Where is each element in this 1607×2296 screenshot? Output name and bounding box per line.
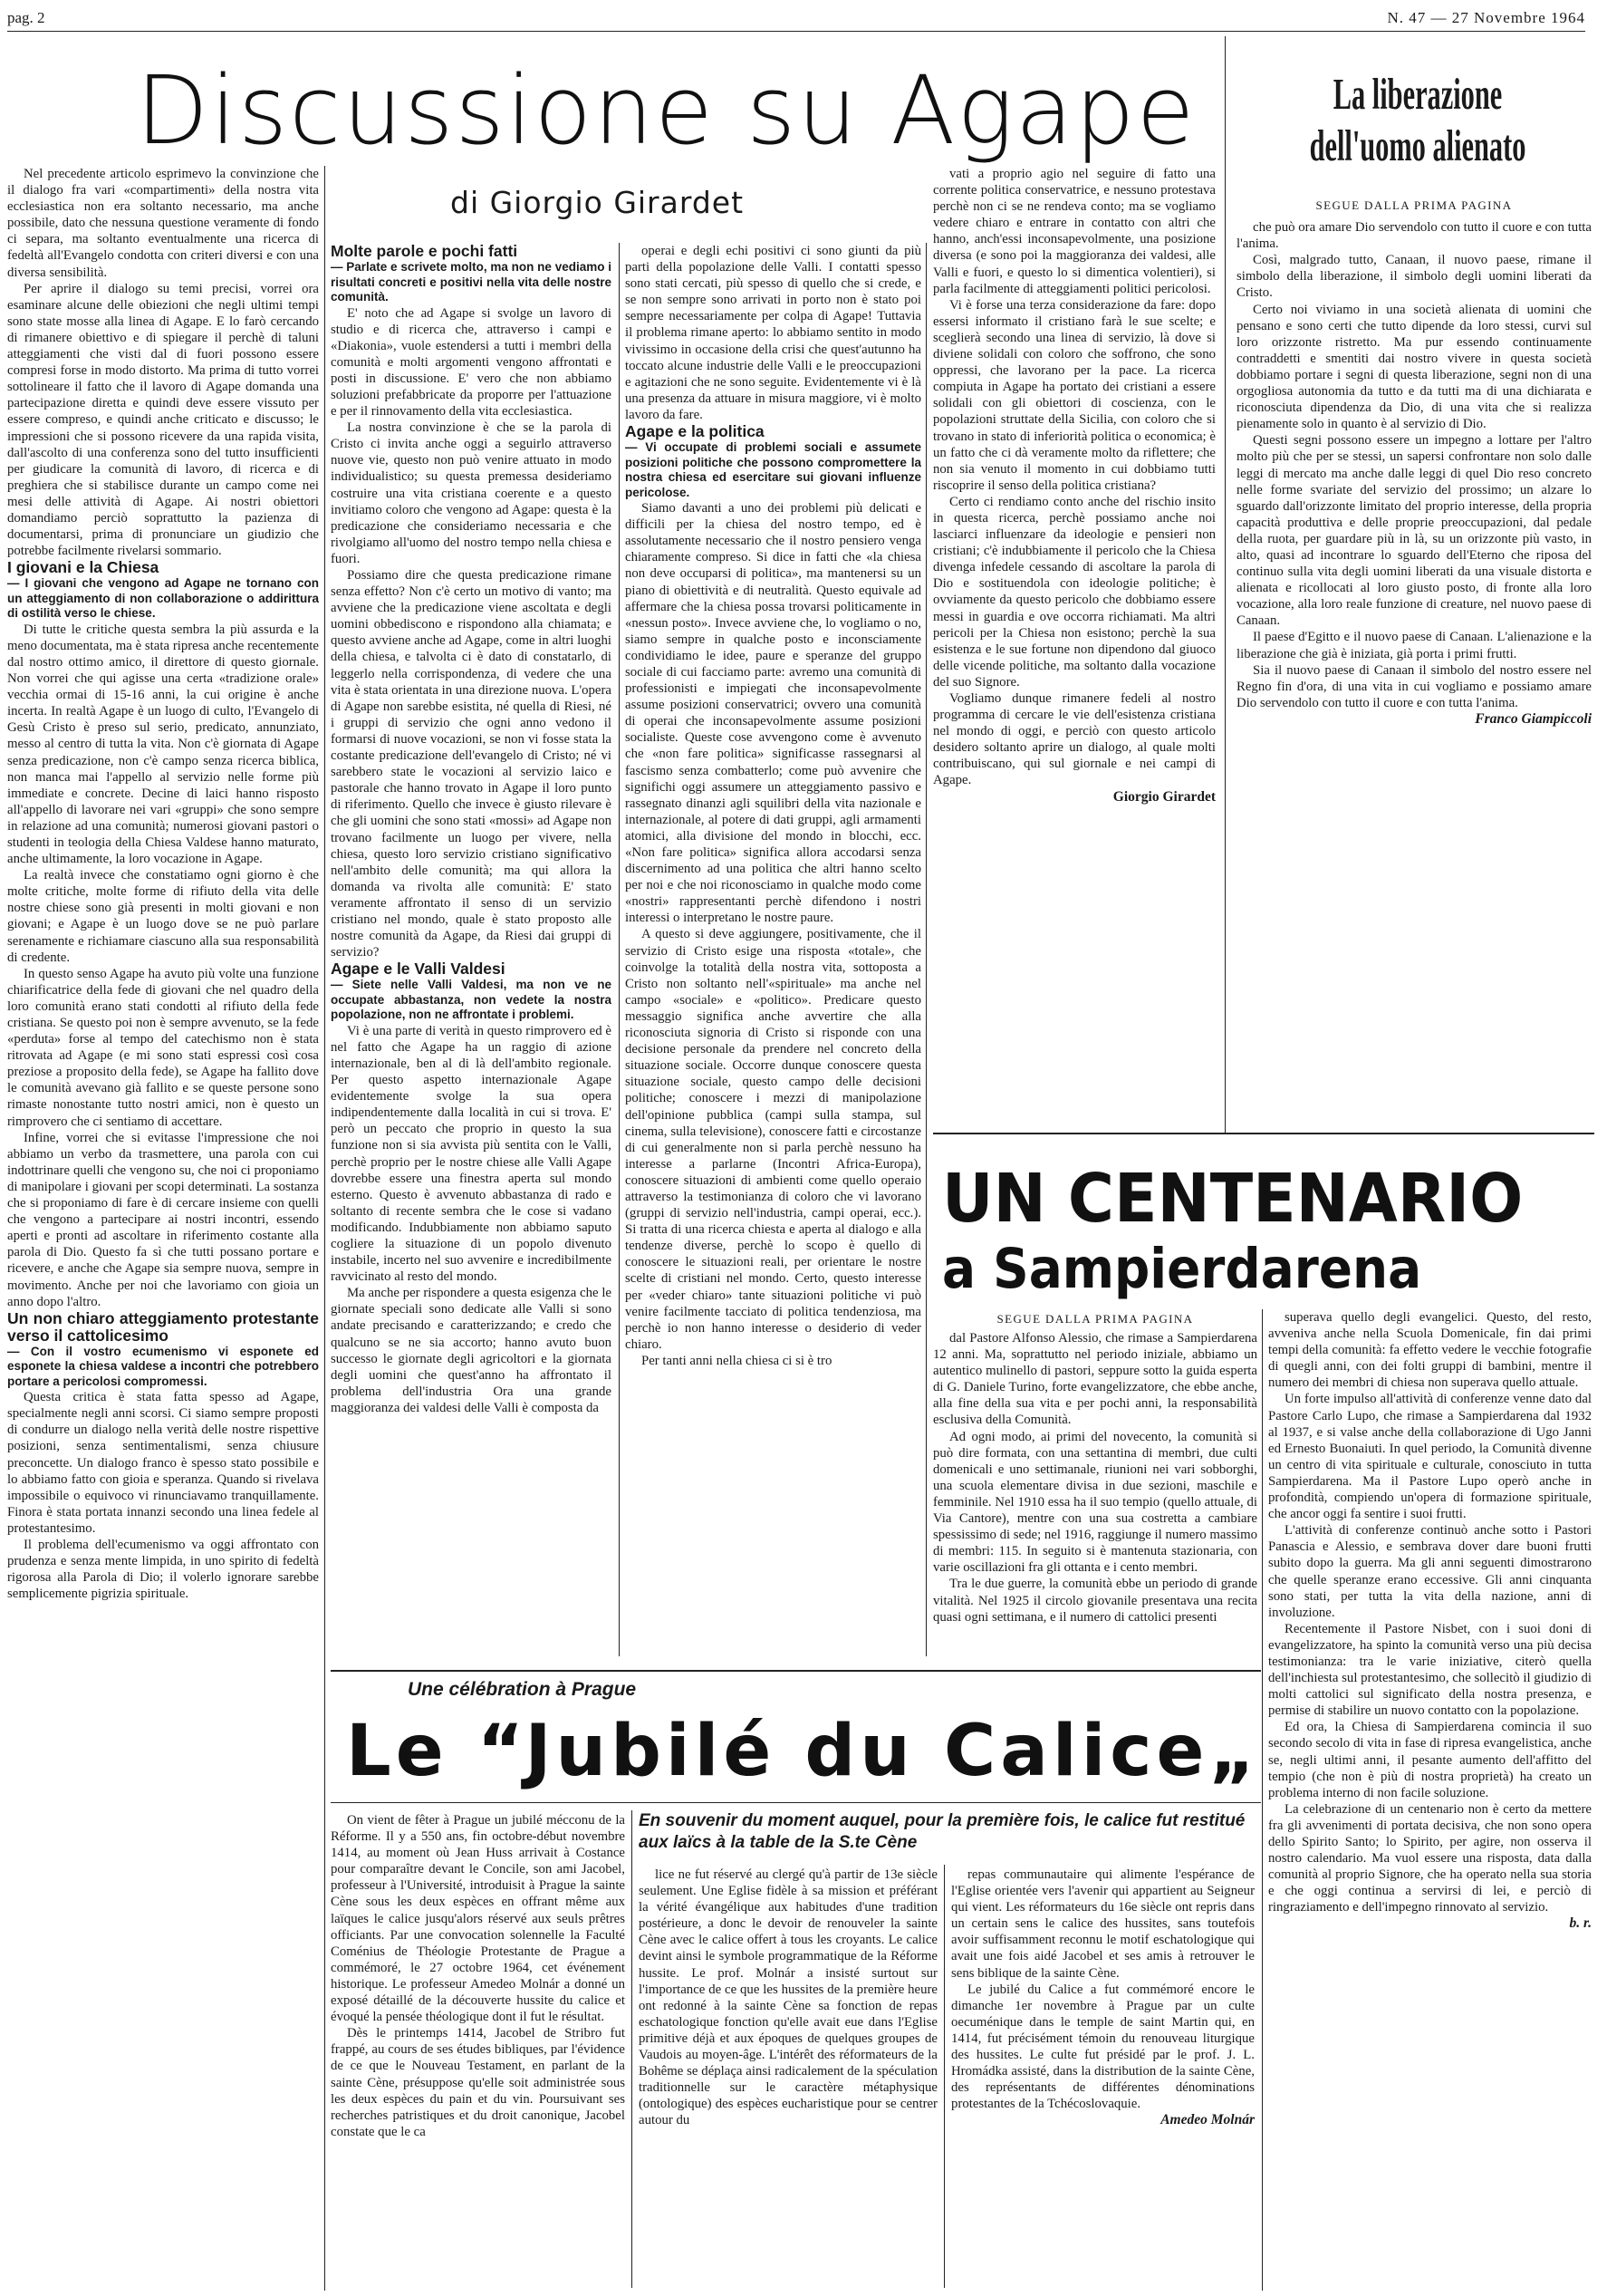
subheading: Molte parole e pochi fatti [331,243,518,260]
column-rule [1225,36,1226,1133]
calice-column-1 [331,1812,625,2288]
paragraph: superava quello degli evangelici. Questo, del resto, avveniva anche nella Scuola Domenicale, fin dai primi tempi della comunità: fa effetto vedere le vecchie fotografie di quegli anni, con dei folti gruppi di bambini, mentre il numero dei membri di chiesa non superava quello attuale. [1268,1310,1592,1391]
agape-column-2 [331,243,611,1656]
section-rule [933,1133,1594,1134]
paragraph: E' noto che ad Agape si svolge un lavoro di studio e di ricerca che, attraverso i campi e «Diakonia», vuole estendersi a tutti i membri della comunità e molti argomenti vengono affrontati e posti in discussione. E' vero che non abbiamo soluzioni prefabbricate da proporre per l'attuazione e per il rinnovamento della vita ecclesiastica. [331,305,611,420]
paragraph: Certo noi viviamo in una società alienata di uomini che pensano e sono certi che tutto dipende da loro stessi, curvi sul loro orizzonte ristretto. Ma pur essendo continuamente contraddetti e smentiti dai nostro vivere in questa società dobbiamo portare i segni di questa liberazione, segni non di una orgogliosa autonomia da tutto e da tutti ma di una dichiarata e riconosciuta dipendenza da Dio, di una vita che si realizza pienamente solo in quanto è al servizio di Dio. [1237,302,1592,432]
paragraph: operai e degli echi positivi ci sono giunti da più parti della popolazione delle Valli. I contatti spesso sono stati cercati, più spesso di quello che si crede, e se non sempre sono arrivati in porto non è stato poi sempre necessariamente per colpa di Agape! Tuttavia il problema rimane aperto: lo abbiamo sentito in modo vivissimo in occasione della crisi che quest'autunno ha toccato alcune industrie delle Valli e le preoccupazioni e agitazioni che ne sono seguite. Evidentemente vi è là una presenza da attuare in misura maggiore, vi è molto lavoro da fare. [625,244,921,422]
paragraph: Questa critica è stata fatta spesso ad Agape, specialmente negli anni scorsi. Ci siamo sempre proposti di condurre un dialogo nella verità delle nostre rispettive posizioni, senza sentimentalismi, senza chiusure preconcette. Un dialogo franco è spesso stato possibile e lo abbiamo fatto con gioia e speranza. Quando si rivelava impossibile o equivoco vi rinunciavamo tranquillamente. Finora è stata portata innanzi secondo una linea fedele al protestantesimo. [7,1390,319,1536]
signature: Amedeo Molnár [1160,2112,1255,2128]
subheading: Agape e le Valli Valdesi [331,960,505,979]
section-rule [331,1802,1261,1803]
column-rule [926,243,927,1656]
header-rule [7,31,1585,32]
agape-author: di Giorgio Girardet [450,185,745,220]
calice-column-2 [639,1867,938,2288]
paragraph: La nostra convinzione è che se la parola di Cristo ci invita anche oggi a seguirlo attraverso nuove vie, questo non può venire attuato in modo individualistico; su questa premessa desideriamo costruire una vita cristiana coerente e a questo invitiamo coloro che vengono ad Agape: questa è la predicazione che consideriamo necessaria e che rivolgiamo all'uomo del nostro tempo nella chiesa e fuori. [331,420,611,566]
calice-kicker: Une célébration à Prague [408,1679,637,1700]
lead-text: — Vi occupate di problemi sociali e assumete posizioni politiche che possono compromettere la nostra chiesa ed esercitare sui giovani influenze pericolose. [625,440,921,499]
lead-text: — Con il vostro ecumenismo vi esponete ed esponete la chiesa valdese a incontri che potrebbero portare a pericolosi compromessi. [7,1344,319,1388]
paragraph: In questo senso Agape ha avuto più volte una funzione chiarificatrice della fede di giovani che nel quadro della loro comunità erano stati condotti al rifiuto della fede cristiana. Se questo poi non è sempre avvenuto, se la fede «perduta» forse al tempo del catechismo non è stata ritrovata ad Agape (e mi sono stati espressi così cosa preziose a proposito della fede), se Agape ha fallito dove le comunità avevano già fallito e se queste persone sono rimaste nonostante tutto nostri amici, non è questo un rimprovero che ci sentiamo di accettare. [7,966,319,1129]
paragraph: dal Pastore Alfonso Alessio, che rimase a Sampierdarena 12 anni. Ma, soprattutto nel periodo iniziale, abbiamo un autentico mulinello di pastori, seppure sotto la guida esperta di G. Daniele Turino, forte evangelizzatore, che ebbe anche, alla fine della sua vita e per pochi anni, la responsabilità esclusiva della Comunità. [933,1331,1257,1428]
page-number: pag. 2 [7,9,45,26]
agape-column-4 [933,166,1216,1128]
liberazione-column [1237,198,1592,1126]
agape-column-3 [625,243,921,1656]
liberazione-from-front: SEGUE DALLA PRIMA PAGINA [1315,198,1513,212]
paragraph: L'attività di conferenze continuò anche sotto i Pastori Panascia e Alessio, e sembrava dover dare buoni frutti subito dopo la guerra. Ma gli anni seguenti dimostrarono che quelle speranze erano eccessive. Gli anni cinquanta sono stati, per tutta la vita della nazione, anni di involuzione. [1268,1523,1592,1620]
paragraph: Così, malgrado tutto, Canaan, il nuovo paese, rimane il simbolo della liberazione, il simbolo degli uomini liberati da Cristo. [1237,253,1592,301]
paragraph: Ma anche per rispondere a questa esigenza che le giornate speciali sono dedicate alle Valli si sono andate precisando e caratterizzando; e credo che qualcuno se ne sia accorto; hanno avuto buon successo le giornate degli agricoltori e la giornata degli uomini che quest'anno ha affrontato il problema dell'industria Ora una grande maggioranza dei valdesi delle Valli è composta da [331,1286,611,1415]
agape-column-1 [7,166,319,2291]
paragraph: Tra le due guerre, la comunità ebbe un periodo di grande vitalità. Nel 1925 il circolo giovanile presentava una recita quasi ogni settimana, e il numero di cattolici presenti [933,1577,1257,1625]
column-rule [619,243,620,1656]
centenario-column-2 [1268,1309,1592,2288]
paragraph: Per tanti anni nella chiesa ci si è tro [641,1353,832,1368]
signature: b. r. [1569,1915,1592,1932]
paragraph: Vi è una parte di verità in questo rimprovero ed è nel fatto che Agape ha un raggio di azione internazionale, ben al di là dell'ambito regionale. Per questo aspetto internazionale Agape evidentemente svolge la sua opera indipendentemente dalla località in cui si trova. E' però un peccato che proprio in questo la sua funzione non si sia avvista più sentita con le Valli, perchè proprio per le nostre chiese alle Valli Agape dovrebbe essere una finestra aperta sul mondo esterno. Questo è avvenuto abbastanza di rado e soltanto di recente sembra che le cose si vadano modificando. Indubbiamente non abbiamo saputo cogliere la situazione di un popolo divenuto instabile, incerto nel suo avvenire e incredibilmente ravvicinato al resto del mondo. [331,1023,611,1285]
lead-text: — I giovani che vengono ad Agape ne tornano con un atteggiamento di non collaborazione o addirittura di ostilità verso le chiese. [7,576,319,621]
liberazione-signature: Franco Giampiccoli [1475,710,1592,727]
paragraph: A questo si deve aggiungere, positivamente, che il servizio di Cristo esige una risposta «totale», che coinvolge la totalità della nostra vita, sottoposta a Cristo non soltanto nell'«spirituale» ma anche nel campo «sociale» e «politico». Predicare questo messaggio significa anche avvertire che alla riconosciuta signoria di Cristo si risponde con una decisione personale da prendere nel concreto della situazione sociale. Occorre dunque conoscere questa situazione sociale, questo campo delle decisioni politiche; conoscere i mezzi di manipolazione dell'opinione pubblica (campi sulla stampa, sul cinema, sulla televisione), conoscere fatti e circostanze di cui generalmente non si parla perchè nessuno ha interesse a parlarne (Incontri Africa-Europa), conoscere situazioni di ambienti come quello operaio attraverso la testimonianza di coloro che vi lavorano (gruppi di servizio nell'industria, campi operai, ecc.). Si tratta di una ricerca chiesta e aperta al dialogo e alla tendenze diverse, perchè lo scopo è quello di conoscere le situazioni reali, per orientare le nostre scelte di cristiani nel mondo. Certo, questo interesse per «veder chiaro» tante situazioni politiche vi può venire facilmente tacciato di politica tendenziosa, ma perchè io non hanno interesse o desiderio di veder chiaro. [625,927,921,1352]
column-rule [944,1865,945,2288]
paragraph: Possiamo dire che questa predicazione rimane senza effetto? Non c'è certo un motivo di vanto; ma avviene che la predicazione viene ascoltata e degli uomini obbediscono e rispondono alla chiamata; e questo avviene anche ad Agape, come in altri luoghi della chiesa, e talvolta ci è dato di constatarlo, di leggerlo nella corrispondenza, di vedere che una vita è stata orientata in una direzione nuova. L'opera di Agape non sarebbe esistita, né quella di Riesi, né i gruppi di servizio che ogni anno vedono il formarsi di nuove vocazioni, se non vi fosse stata la costante predicazione dell'evangelo di Cristo; né vi sarebbero state le vocazioni al servizio laico e pastorale che hanno trovato in Agape il loro punto di riferimento. Quello che invece è giusto rilevare è che gli uomini che sono stati «mossi» ad Agape non trovano facilmente un luogo per vivere, nella chiesa, questo loro servizio cristiano significativo nell'ambito delle comunità; ma qui allora la domanda va rivolta alle comunità: E' stato veramente affrontato il senso di un servizio cristiano nel mondo, quale è stato proposto alle nostre comunità da Agape, da Riesi dai gruppi di servizio? [331,568,611,960]
paragraph: Dès le printemps 1414, Jacobel de Stribro fut frappé, au cours de ses études bibliques, par l'évidence de ce que le Nouveau Testament, en parlant de la sainte Cène, présuppose qu'elle soit administrée sous les deux espèces du pain et du vin. Poursuivant ses recherches patristiques et du droit canonique, Jacobel constate que le ca [331,2026,625,2139]
issue-date: N. 47 — 27 Novembre 1964 [1387,9,1585,26]
subheading: Un non chiaro atteggiamento protestante verso il cattolicesimo [7,1308,319,1345]
subheading: Agape e la politica [625,422,765,441]
paragraph: Questi segni possono essere un impegno a lottare per l'altro molto più che per se stessi, un sapersi confrontare non solo dalle leggi di mercato ma anche dalle leggi di quel Dio reso concreto nelle forme svariate del servizio del prossimo; un alzare lo sguardo dall'orizzonte limitato del proprio interesse, della propria capacità produttiva e delle proprie preoccupazioni, dal pedale della ruota, per guardare più in là, su un orizzonte più vasto, in alto, quasi ad incontrare lo sguardo dell'Eterno che riposa del continuo sulla vita degli uomini liberati da una visuale distorta e alienata e ricollocati al loro giusto posto, di fronte alla loro vocazione, alla loro reale funzione di creature, nel nuovo paese di Canaan. [1237,433,1592,629]
paragraph: Nel precedente articolo esprimevo la convinzione che il dialogo fra vari «compartimenti» della nostra vita ecclesiastica non era soltanto necessario, ma anche possibile, dato che nessuna questione veramente di fondo ci separa, ma soltanto eventualmente una ricerca di fedeltà all'Evangelo condotta con criteri diversi e con una diversa sensibilità. [7,167,319,280]
calice-title: Le “Jubilé du Calice„ [346,1711,1260,1792]
paragraph: Ed ora, la Chiesa di Sampierdarena comincia il suo secondo secolo di vita in fase di ripresa evangelistica, anche se, negli ultimi anni, il pesante aumento dell'affitto del tempio (che non è più di nostra proprietà) ha creato un problema interno di non facile soluzione. [1268,1720,1592,1800]
liberazione-title-line-2: dell'uomo alienato [1309,121,1526,170]
lead-text: — Siete nelle Valli Valdesi, ma non ve ne occupate abbastanza, non vedete la nostra popolazione, non ne affrontate i problemi. [331,978,611,1022]
section-rule [331,1670,1261,1672]
paragraph: Il problema dell'ecumenismo va oggi affrontato con prudenza e senza mente limpida, in uno spirito di fedeltà rigorosa alla Parola di Dio; il volerlo ignorare sarebbe semplicemente pigrizia spirituale. [7,1538,319,1602]
paragraph: Il paese d'Egitto e il nuovo paese di Canaan. L'alienazione e la liberazione che già è iniziata, già porta i primi frutti. [1237,630,1592,661]
paragraph: Infine, vorrei che si evitasse l'impressione che noi abbiamo un verbo da trasmettere, una parola con cui indottrinare quelli che vengono su, che noi ci proponiamo di manipolare i giovani per scopi determinati. La sostanza che si proponiamo di fare è di cercare insieme con quelli che vengono a partecipare ai nostri incontri, essendo aperti e pronti ad ascoltare in riferimento costante alla parola di Dio. Questo fa sì che tutti possano portare e ricevere, e anche che Agape sia sempre nuova, sempre in movimento. Anche per noi che lavoriamo con gioia un anno dopo l'altro. [7,1130,319,1309]
agape-title: Discussione su Agape [136,55,1197,166]
paragraph: La realtà invece che constatiamo ogni giorno è che molte critiche, molte forme di rifiuto della vita delle nostre chiese sono già presenti in molti giovani e non giovani; e Agape è un luogo dove se ne può parlare serenamente e richiamare ciascuno alla sua responsabilità di credente. [7,868,319,965]
paragraph: repas communautaire qui alimente l'espérance de l'Eglise orientée vers l'avenir qui appartient au Seigneur qui vient. Les réformateurs du 16e siècle ont repris dans un certain sens le calice des hussites, sans toutefois avoir suffisamment reconnu le motif eschatologique qui avait une fois aidé Jacobel et ses amis à retrouver le sens biblique de la sainte Cène. [951,1867,1255,1981]
paragraph: Per aprire il dialogo su temi precisi, vorrei ora esaminare alcune delle obiezioni che negli ultimi tempi sono state mosse alla linea di Agape. E lo farò cercando di rimanere obiettivo e di spiegare il perchè di taluni atteggiamenti che visti dal di fuori possono essere compresi forse in modo distorto. Ma prima di tutto vorrei sottolineare il fatto che il lavoro di Agape domanda una partecipazione diretta e quindi deve essere vissuto per essere compreso, e quindi anche criticato e discusso; le impressioni che si possono ricevere da una rapida visita, dall'ascolto di una conferenza sono del tutto insufficienti per giudicare la comunità di lavoro, di ricerca e di preghiera che si stabilisce durante un campo come nei mesi delle attività di Agape. Ai nostri obiettori domandiamo perciò soprattutto la pazienza di documentarsi, prima di pronunciare un giudizio che potrebbe facilmente rivelarsi sommario. [7,281,319,559]
centenario-from-front: SEGUE DALLA PRIMA PAGINA [996,1312,1194,1326]
centenario-column-1 [933,1330,1257,1638]
paragraph: Recentemente il Pastore Nisbet, con i suoi doni di evangelizzatore, ha spinto la comunità verso una più decisa testimonianza: tra le varie iniziative, citerò quella dell'inchiesta sul protestantesimo, che sollecitò il giudizio di molti cattolici sul significato della nostra presenza, e permise di stabilire un nuovo contatto con la popolazione. [1268,1621,1592,1719]
subheading: I giovani e la Chiesa [7,558,159,577]
paragraph: Di tutte le critiche questa sembra la più assurda e la meno documentata, ma è stata ripresa anche recentemente dal nostro ottimo amico, il direttore di questo giornale. Non vorrei che qui agisse una certa «tradizione orale» vecchia ormai di 15-16 anni, la cui origine è anche incerta. In realtà Agape è un luogo di culto, l'Evangelo di Gesù Cristo è preso sul serio, predicato, annunziato, messo al centro di tutta la vita. Non c'è giornata di Agape senza predicazione, non c'è campo senza ricerca biblica, non manca mai l'appello al servizio nelle forme più immediate e concrete. Decine di laici hanno risposto all'appello di lavorare nei vari «gruppi» che sono sempre in relazione ad una comunità; numerosi giovani pastori o studenti in teologia della Chiesa Valdese hanno maturato, anche ultimamente, la loro vocazione in Agape. [7,622,319,867]
paragraph: vati a proprio agio nel seguire di fatto una corrente politica conservatrice, e nessuno protestava perchè non ci se ne rendeva conto; ma se vogliamo vedere chiaro e entrare in contatto con altri che hanno, anch'essi inconsapevolmente, una posizione diversa (e sono poi la maggioranza dei valdesi, alle Valli e fuori, e questo lo si dimentica volentieri), si parla facilmente di atteggiamenti politici pericolosi. [933,167,1216,296]
centenario-title-line-1: UN CENTENARIO [942,1160,1524,1238]
column-rule [1262,1309,1263,2291]
column-rule [324,166,325,2291]
paragraph: Le jubilé du Calice a fut commémoré encore le dimanche 1er novembre à Prague par un culte oecuménique dans le temple de saint Martin qui, en 1414, fut précisément témoin du renouveau liturgique des hussites. Le culte fut présidé par le prof. J. L. Hromádka assisté, dans la distribution de la sainte Cène, des représentants de différentes dénominations protestantes de la Tchécoslovaquie. [951,1982,1255,2112]
column-rule [631,1810,632,2288]
paragraph: On vient de fêter à Prague un jubilé mécconu de la Réforme. Il y a 550 ans, fin octobre-début novembre 1414, au moment où Jean Huss arrivait à Costance pour comparaître devant le Concile, son ami Jacobel, professeur à l'Université, introduisit à Prague la sainte Cène sous les deux espèces en offrant même aux laïques le calice jusqu'alors réservé aux seuls prêtres officiants. Par une convocation solennelle la Faculté Coménius de Théologie Protestante de Prague a commémoré, le 27 octobre 1964, cet événement historique. Le professeur Amedeo Molnár a donné un exposé détaillé de la découverte hussite du calice et évoqué la pensée théologique dont il fut le résultat. [331,1813,625,2025]
paragraph: lice ne fut réservé au clergé qu'à partir de 13e siècle seulement. Une Eglise fidèle à sa mission et préférant la vérité évangélique aux habitudes d'une tradition postérieure, a donc le devoir de renouveler la sainte Cène avec le calice offert à tous les croyants. Le calice devint ainsi le symbole programmatique de la Réforme hussite. Le prof. Molnár a insisté surtout sur l'importance de ce que les hussites de la première heure ont redonné à la sainte Cène sa fonction de repas eschatologique fonction qu'elle avait eue dans l'Eglise primitive déjà et aux époques de quelques groupes de Vaudois au moyen-âge. L'intérêt des réformateurs de la Bohême se déplaça ainsi radicalement de la spéculation traditionnelle sur le caractère métaphysique (ontologique) des espèces eucharistique pour se centrer autour du [639,1867,938,2128]
paragraph: Siamo davanti a uno dei problemi più delicati e difficili per la chiesa del nostro tempo, ed è assolutamente necessario che il nostro pensiero venga chiaramente compreso. Si dice in fatti che «la chiesa non deve occuparsi di politica», ma mantenersi su un piano di obiettività e di neutralità. Questo equivale ad affermare che la chiesa possa trovarsi politicamente in «nessun posto». Invece avviene che, lo vogliamo o no, siamo sempre in qualche posto e inconsciamente condividiamo le idee, paure e speranze del gruppo sociale di cui facciamo parte: avremo una comunità di professionisti e impiegati che inconsapevolmente assume posizioni conservatrici; ovvero una comunità di operai che inconsapevolmente assume posizioni socialiste. Queste cose avvengono come è avvenuto che «non fare politica» significasse rassegnarsi al fascismo senza combatterlo; come può avvenire che significhi oggi assumere un atteggiamento passivo e rassegnato dinanzi agli squilibri della vita nazionale e internazionale, al potere di dati gruppi, agli armamenti atomici, alla divisione del mondo in blocchi, ecc. «Non fare politica» significa allora accodarsi senza discernimento ad una politica che altri hanno scelto per noi e che noi riconosciamo in qualche modo come «nostri» rappresentanti perchè difendono i nostri interessi o interpretano le nostre paure. [625,501,921,926]
paragraph: La celebrazione di un centenario non è certo da mettere fra gli avvenimenti di portata decisiva, che non sono opera dello Spirito Santo; lo Spirito, per agire, non osserva il nostro calendario. Ma vuol essere una risposta, data dalla comunità al proprio Signore, che ha operato nella sua storia e che oggi continua a servirsi di lei, e perciò di ringraziamento e dell'impegno rinnovato al servizio. [1268,1801,1592,1915]
calice-subtitle: En souvenir du moment auquel, pour la première fois, le calice fut restitué aux laïcs à la table de la S.te Cène [639,1811,1246,1852]
calice-column-3 [951,1867,1255,2288]
paragraph: Vogliamo dunque rimanere fedeli al nostro programma di cercare le vie dell'esistenza cristiana nel mondo di oggi, e perciò con questo articolo desidero soltanto aprire un dialogo, al quale molti contribuiscano, qui sul giornale e nei campi di Agape. [933,691,1216,788]
signature: Giorgio Girardet [1112,788,1216,805]
paragraph: Sia il nuovo paese di Canaan il simbolo del nostro essere nel Regno fin d'ora, di una vita in cui vogliamo e possiamo amare Dio servendolo con tutto il cuore e con tutta l'anima. [1237,662,1592,710]
centenario-title-line-2: a Sampierdarena [942,1237,1422,1301]
paragraph: che può ora amare Dio servendolo con tutto il cuore e con tutta l'anima. [1237,220,1592,252]
paragraph: Un forte impulso all'attività di conferenze venne dato dal Pastore Carlo Lupo, che rimase a Sampierdarena dal 1932 al 1937, e si valse anche della collaborazione di Ugo Janni ed Ernesto Buonaiuti. In quel periodo, la Comunità divenne un centro di vita spirituale e culturale, conosciuto in tutta Sampierdarena. Ma il Pastore Lupo operò anche in profondità, compiendo un'opera di formazione spirituale, che ancor oggi fa sentire i suoi frutti. [1268,1392,1592,1522]
liberazione-title-line-1: La liberazione [1333,69,1503,119]
paragraph: Certo ci rendiamo conto anche del rischio insito in questa ricerca, perchè possiamo anche noi lasciarci influenzare da ideologie e pensieri non cristiani; c'è indubbiamente il pericolo che la Chiesa divenga infedele cessando di ascoltare la parola di Dio e sostituendola con ideologie politiche; è ovviamente da questo pericolo che dobbiamo essere messi in guardia e ove occorra richiamati. Ma altri pericoli per la Chiesa non esistono; perchè la sua esistenza e le sue fortune non dipendono dal giuoco delle vicende politiche, ma soltanto dalla vocazione del suo Signore. [933,494,1216,690]
paragraph: Vi è forse una terza considerazione da fare: dopo essersi informato il cristiano farà le sue scelte; e sceglierà secondo una linea di servizio, là dove si diviene solidali con coloro che soffrono, che sono oppressi, che lavorano per la pace. La ricerca compiuta in Agape ha portato dei cristiani a essere solidali con gli obiettori di coscienza, con le popolazioni struttate della Sicilia, con coloro che si trovano in stato di inferiorità politica o economica; è un fatto che ci dà veramente molto da riflettere; che non sia venuto il momento in cui dobbiamo tutti riscoprire il senso della politica cristiana? [933,297,1216,493]
paragraph: Ad ogni modo, ai primi del novecento, la comunità si può dire formata, con una settantina di membri, due culti domenicali e uno settimanale, riunioni nei vari sobborghi, una scuola elementare divisa in due sezioni, maschile e femminile. Nel 1910 essa ha il suo tempio (quello attuale, di Via Cantore), mentre con una sua costretta a cambiare spessissimo di sede; nel 1916, raggiunge il numero massimo di membri: 115. In seguito si è mantenuta stazionaria, con varie oscillazioni fra gli ottanta e i cento membri. [933,1429,1257,1576]
lead-text: — Parlate e scrivete molto, ma non ne vediamo i risultati concreti e positivi nella vita delle nostre comunità. [331,260,611,304]
